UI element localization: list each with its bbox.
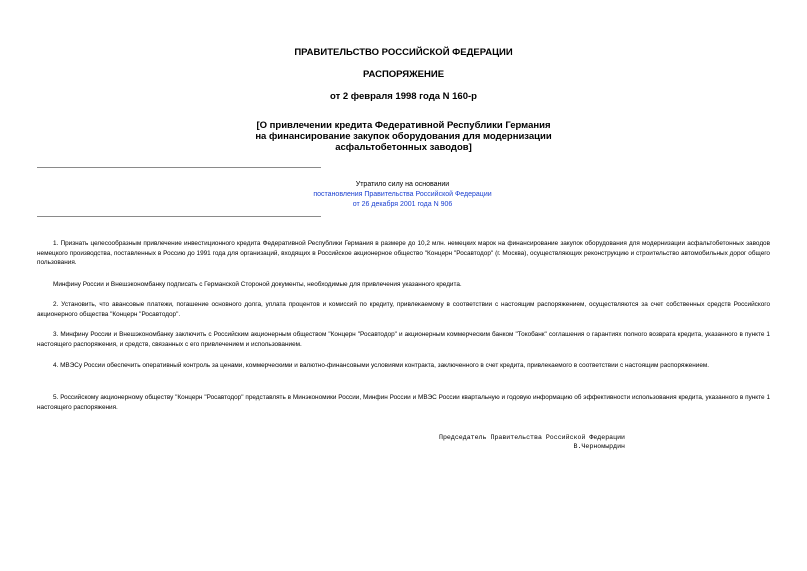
status-link-date[interactable]: от 26 декабря 2001 года N 906 [352,201,453,208]
divider-bottom [37,216,321,217]
paragraph-5: 5. Российскому акционерному обществу "Концерн "Росавтодор" представлять в Минэкономики России, Минфин России и МВЭС России квартальную и годовую информацию об эффективности использования кредита, указанного в пункте 1 настоящего распоряжения. [37,394,770,411]
paragraph-1-continued: Минфину России и Внешэкономбанку подписать с Германской Стороной документы, необходимые для привлечения указанного кредита. [53,281,462,288]
paragraph-2: 2. Установить, что авансовые платежи, погашение основного долга, уплата процентов и комиссий по кредиту, привлекаемому в соответствии с настоящим распоряжением, осуществляются за счет собственных средств Российского акционерного общества "Концерн "Росавтодор". [37,301,770,318]
paragraph-1: 1. Признать целесообразным привлечение инвестиционного кредита Федеративной Республики Германия в размере до 10,2 млн. немецких марок на финансирование закупок оборудования для модернизации асфальтобетонных заводов немецкого производства, поставленных в Россию до 1991 года для организаций, входящих в Российское акционерное общество "Концерн "Росавтодор" (г. Москва), осуществляющих реконструкцию и строительство автомобильных дорог общего пользования. [37,240,770,266]
divider-top [37,167,321,168]
paragraph-3: 3. Минфину России и Внешэкономбанку заключить с Российским акционерным обществом "Концерн "Росавтодор" и акционерным коммерческим банком "Токобанк" соглашения о гарантиях полного возврата кредита, указанного в пункте 1 настоящего распоряжения, и средств, связанных с его привлечением и использованием. [37,331,770,348]
signature-position: Председатель Правительства Российской Федерации [439,434,625,441]
signature-block [380,433,625,451]
status-link-decree[interactable]: постановления Правительства Российской Федерации [313,191,492,198]
document-title-line: [О привлечении кредита Федеративной Республики Германия [256,120,551,131]
document-title-line: на финансирование закупок оборудования для модернизации [255,131,552,142]
signature-name: В.Черномырдин [573,443,625,450]
document-type-heading: РАСПОРЯЖЕНИЕ [362,69,445,80]
paragraph-4: 4. МВЭСу России обеспечить оперативный контроль за ценами, коммерческими и валютно-финансовыми условиями контракта, заключенного в счет кредита, привлекаемого в соответствии с настоящим распоряжением. [53,362,710,369]
status-text: Утратило силу на основании [355,181,450,188]
document-title [200,120,607,153]
document-date-number: от 2 февраля 1998 года N 160-р [330,91,477,102]
document-government-heading: ПРАВИТЕЛЬСТВО РОССИЙСКОЙ ФЕДЕРАЦИИ [294,47,513,58]
status-note [250,180,555,210]
document-title-line: асфальтобетонных заводов] [335,142,472,153]
